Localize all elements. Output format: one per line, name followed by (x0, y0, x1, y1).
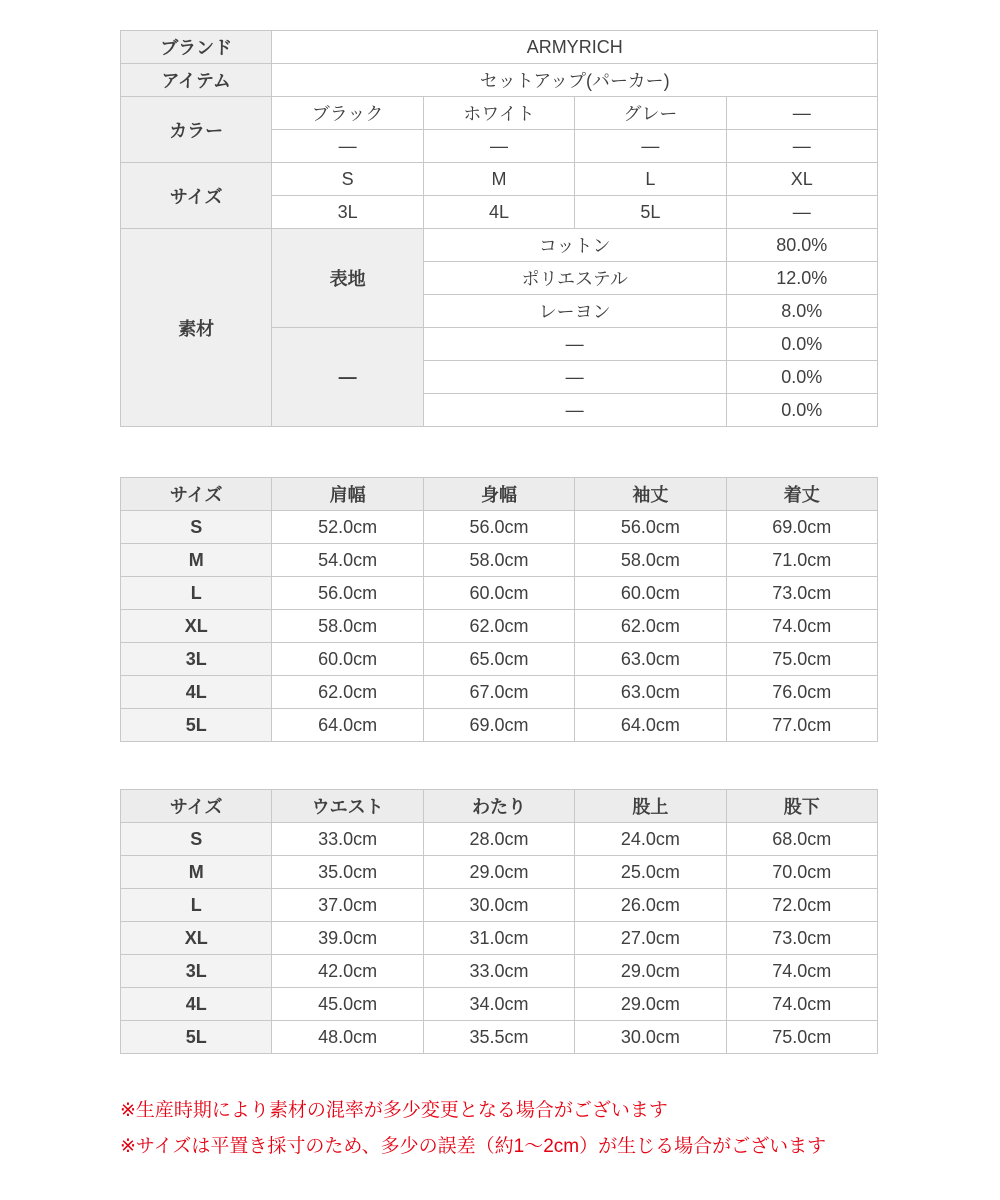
item-label-cell: アイテム (121, 64, 272, 97)
measurement-cell: 62.0cm (423, 610, 574, 643)
size-cell: XL (726, 163, 877, 196)
material-name-cell: — (423, 328, 726, 361)
size-row-label: S (121, 823, 272, 856)
measurement-cell: 71.0cm (726, 544, 877, 577)
product-info-table (120, 30, 878, 427)
color-row (121, 97, 878, 130)
brand-value-cell: ARMYRICH (272, 31, 878, 64)
table-row (121, 1021, 878, 1054)
size-row-label: 3L (121, 955, 272, 988)
table-row (121, 988, 878, 1021)
size-row-label: 4L (121, 676, 272, 709)
measurement-cell: 74.0cm (726, 988, 877, 1021)
measurement-cell: 62.0cm (272, 676, 423, 709)
table-row (121, 610, 878, 643)
brand-label-cell: ブランド (121, 31, 272, 64)
brand-row (121, 31, 878, 64)
measurement-cell: 75.0cm (726, 643, 877, 676)
color-cell: — (575, 130, 726, 163)
measurement-cell: 56.0cm (272, 577, 423, 610)
measurement-cell: 77.0cm (726, 709, 877, 742)
measurement-cell: 33.0cm (423, 955, 574, 988)
measurement-cell: 33.0cm (272, 823, 423, 856)
material-percent-cell: 0.0% (726, 328, 877, 361)
measurement-cell: 58.0cm (575, 544, 726, 577)
color-cell: グレー (575, 97, 726, 130)
size-row-label: 4L (121, 988, 272, 1021)
size-chart-header-cell: 袖丈 (575, 478, 726, 511)
measurement-cell: 60.0cm (575, 577, 726, 610)
measurement-cell: 58.0cm (272, 610, 423, 643)
material-name-cell: — (423, 361, 726, 394)
material-percent-cell: 0.0% (726, 361, 877, 394)
material-name-cell: ポリエステル (423, 262, 726, 295)
size-label-cell: サイズ (121, 163, 272, 229)
color-cell: — (726, 97, 877, 130)
size-cell: 3L (272, 196, 423, 229)
measurement-cell: 29.0cm (423, 856, 574, 889)
size-row-label: L (121, 577, 272, 610)
measurement-cell: 73.0cm (726, 922, 877, 955)
measurement-cell: 30.0cm (575, 1021, 726, 1054)
measurement-cell: 27.0cm (575, 922, 726, 955)
item-row (121, 64, 878, 97)
measurement-cell: 69.0cm (423, 709, 574, 742)
measurement-cell: 65.0cm (423, 643, 574, 676)
size-chart-header-cell: 身幅 (423, 478, 574, 511)
measurement-cell: 37.0cm (272, 889, 423, 922)
table-row (121, 643, 878, 676)
color-cell: — (423, 130, 574, 163)
measurement-cell: 64.0cm (272, 709, 423, 742)
measurement-cell: 63.0cm (575, 676, 726, 709)
size-chart-header-row (121, 478, 878, 511)
measurement-cell: 74.0cm (726, 610, 877, 643)
size-cell: — (726, 196, 877, 229)
measurement-cell: 60.0cm (423, 577, 574, 610)
table-row (121, 544, 878, 577)
size-row-label: XL (121, 610, 272, 643)
size-cell: 5L (575, 196, 726, 229)
measurement-disclaimer-note: ※サイズは平置き採寸のため、多少の誤差（約1～2cm）が生じる場合がございます (120, 1136, 827, 1157)
measurement-cell: 75.0cm (726, 1021, 877, 1054)
size-chart-header-row (121, 790, 878, 823)
material-disclaimer-note: ※生産時期により素材の混率が多少変更となる場合がございます (120, 1100, 668, 1121)
size-chart-header-cell: ウエスト (272, 790, 423, 823)
material-percent-cell: 80.0% (726, 229, 877, 262)
size-chart-header-cell: 股上 (575, 790, 726, 823)
measurement-cell: 31.0cm (423, 922, 574, 955)
size-chart-header-cell: 着丈 (726, 478, 877, 511)
size-chart-header-cell: サイズ (121, 478, 272, 511)
size-cell: S (272, 163, 423, 196)
size-chart-header-cell: わたり (423, 790, 574, 823)
measurement-cell: 29.0cm (575, 955, 726, 988)
fabric-part-cell: 表地 (272, 229, 423, 328)
measurement-cell: 30.0cm (423, 889, 574, 922)
size-row-label: 5L (121, 1021, 272, 1054)
material-name-cell: コットン (423, 229, 726, 262)
measurement-cell: 72.0cm (726, 889, 877, 922)
table-row (121, 676, 878, 709)
measurement-cell: 67.0cm (423, 676, 574, 709)
measurement-cell: 52.0cm (272, 511, 423, 544)
bottom-size-chart-table (120, 789, 878, 1054)
measurement-cell: 25.0cm (575, 856, 726, 889)
measurement-cell: 58.0cm (423, 544, 574, 577)
measurement-cell: 26.0cm (575, 889, 726, 922)
size-row (121, 163, 878, 196)
measurement-cell: 35.0cm (272, 856, 423, 889)
material-percent-cell: 0.0% (726, 394, 877, 427)
table-row (121, 823, 878, 856)
measurement-cell: 28.0cm (423, 823, 574, 856)
size-row-label: 3L (121, 643, 272, 676)
size-row-label: S (121, 511, 272, 544)
table-row (121, 955, 878, 988)
material-row (121, 229, 878, 262)
table-row (121, 922, 878, 955)
material-percent-cell: 12.0% (726, 262, 877, 295)
size-cell: M (423, 163, 574, 196)
color-label-cell: カラー (121, 97, 272, 163)
size-chart-header-cell: 股下 (726, 790, 877, 823)
color-cell: — (272, 130, 423, 163)
measurement-cell: 76.0cm (726, 676, 877, 709)
material-name-cell: — (423, 394, 726, 427)
measurement-cell: 54.0cm (272, 544, 423, 577)
size-row-label: L (121, 889, 272, 922)
size-row-label: M (121, 856, 272, 889)
table-row (121, 856, 878, 889)
measurement-cell: 68.0cm (726, 823, 877, 856)
color-cell: ホワイト (423, 97, 574, 130)
size-row-label: M (121, 544, 272, 577)
table-row (121, 889, 878, 922)
measurement-cell: 60.0cm (272, 643, 423, 676)
measurement-cell: 56.0cm (575, 511, 726, 544)
measurement-cell: 48.0cm (272, 1021, 423, 1054)
measurement-cell: 63.0cm (575, 643, 726, 676)
table-row (121, 511, 878, 544)
size-chart-header-cell: 肩幅 (272, 478, 423, 511)
material-label-cell: 素材 (121, 229, 272, 427)
color-cell: — (726, 130, 877, 163)
material-name-cell: レーヨン (423, 295, 726, 328)
table-row (121, 577, 878, 610)
measurement-cell: 70.0cm (726, 856, 877, 889)
measurement-cell: 69.0cm (726, 511, 877, 544)
measurement-cell: 29.0cm (575, 988, 726, 1021)
measurement-cell: 42.0cm (272, 955, 423, 988)
measurement-cell: 35.5cm (423, 1021, 574, 1054)
measurement-cell: 39.0cm (272, 922, 423, 955)
top-size-chart-table (120, 477, 878, 742)
size-cell: 4L (423, 196, 574, 229)
measurement-cell: 34.0cm (423, 988, 574, 1021)
measurement-cell: 62.0cm (575, 610, 726, 643)
color-cell: ブラック (272, 97, 423, 130)
measurement-cell: 24.0cm (575, 823, 726, 856)
measurement-cell: 73.0cm (726, 577, 877, 610)
table-row (121, 709, 878, 742)
item-value-cell: セットアップ(パーカー) (272, 64, 878, 97)
size-row-label: XL (121, 922, 272, 955)
fabric-part-cell: — (272, 328, 423, 427)
size-row-label: 5L (121, 709, 272, 742)
measurement-cell: 74.0cm (726, 955, 877, 988)
measurement-cell: 64.0cm (575, 709, 726, 742)
material-percent-cell: 8.0% (726, 295, 877, 328)
measurement-cell: 45.0cm (272, 988, 423, 1021)
size-cell: L (575, 163, 726, 196)
measurement-cell: 56.0cm (423, 511, 574, 544)
size-chart-header-cell: サイズ (121, 790, 272, 823)
